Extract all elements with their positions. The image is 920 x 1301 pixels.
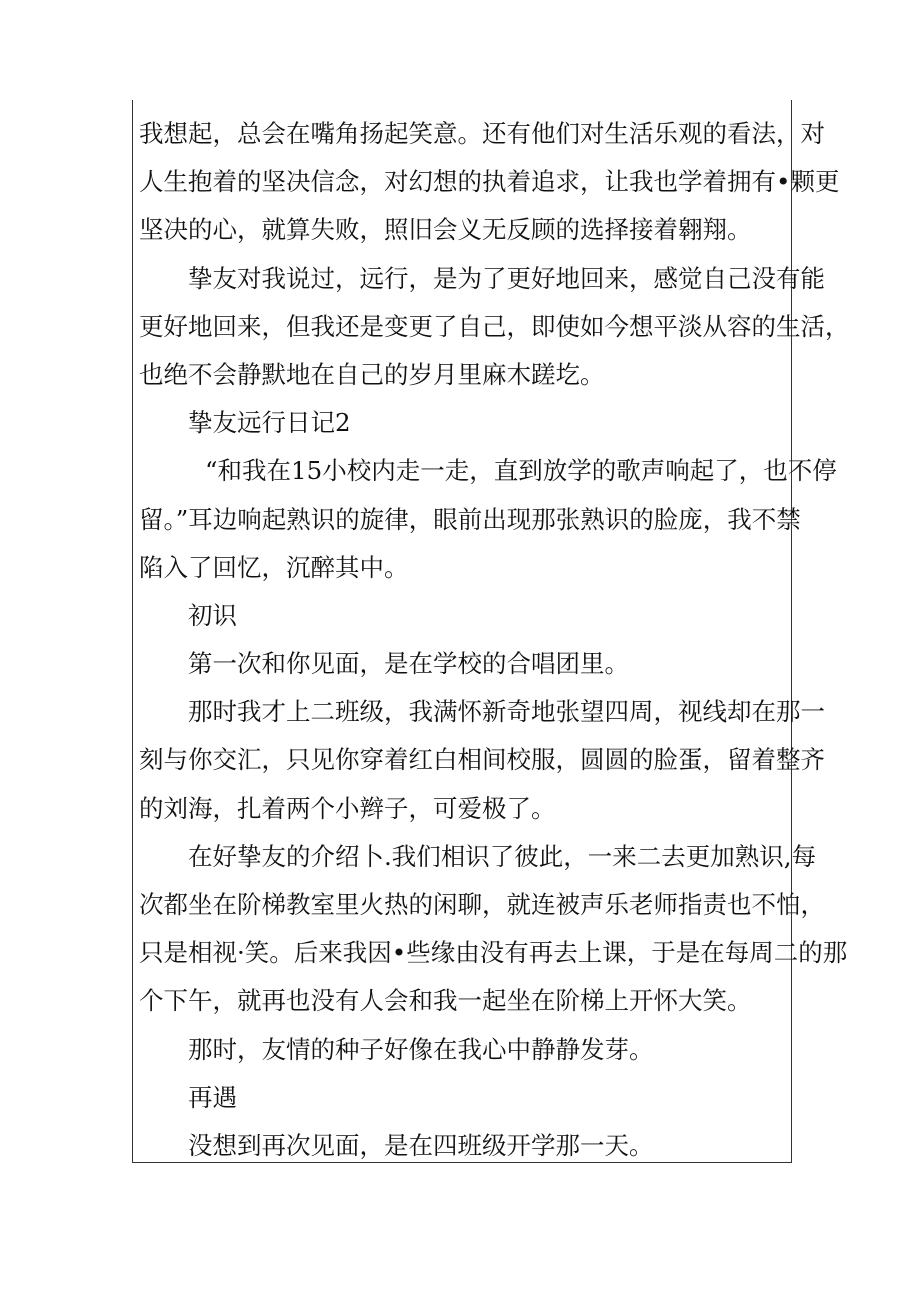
text-line: 留。”耳边响起熟识的旋律，眼前出现那张熟识的脸庞，我不禁 (139, 504, 801, 534)
subsection-title: 再遇 (188, 1082, 237, 1112)
text-line: 也绝不会静默地在自己的岁月里麻木蹉圪。 (139, 359, 605, 389)
text-line: 那时，友情的种子好像在我心中静静发芽。 (188, 1034, 654, 1064)
text-line: 个下午，就再也没有人会和我一起坐在阶梯上开怀大笑。 (139, 986, 752, 1016)
text-line: 那时我才上二班级，我满怀新奇地张望四周，视线却在那一 (188, 697, 825, 727)
text-line: 只是相视·笑。后来我因•些缘由没有再去上课，于是在每周二的那 (139, 938, 848, 968)
section-title: 挚友远行日记2 (188, 408, 351, 438)
text-line: 更好地回来，但我还是变更了自己，即使如今想平淡从容的生活， (139, 311, 850, 341)
page-frame (132, 100, 850, 1163)
text-line: 刻与你交汇，只见你穿着红白相间校服，圆圆的脸蛋，留着整齐 (139, 745, 825, 775)
text-line: 坚决的心，就算失败，照旧会义无反顾的选择接着翱翔。 (139, 215, 752, 245)
text-line: 第一次和你见面，是在学校的合唱团里。 (188, 649, 629, 679)
text-line: “和我在15小校内走一走，直到放学的歌声响起了，也不停 (205, 456, 837, 486)
text-line: 没想到再次见面，是在四班级开学那一天。 (188, 1130, 654, 1160)
text-line: 我想起，总会在嘴角扬起笑意。还有他们对生活乐观的看法，对 (139, 119, 825, 148)
article-body (139, 110, 850, 1170)
text-line: 在好挚友的介绍卜.我们相识了彼此，一来二去更加熟识,每 (188, 841, 817, 871)
subsection-title: 初识 (188, 600, 237, 630)
text-line: 挚友对我说过，远行，是为了更好地回来，感觉自己没有能 (188, 263, 825, 293)
text-line: 次都坐在阶梯教室里火热的闲聊，就连被声乐老师指责也不怕， (139, 890, 825, 919)
text-line: 的刘海，扎着两个小辫子，可爱极了。 (139, 793, 556, 823)
text-line: 人生抱着的坚决信念，对幻想的执着追求，让我也学着拥有•颗更 (139, 167, 840, 197)
text-line: 陷入了回忆，沉醉其中。 (139, 552, 409, 582)
